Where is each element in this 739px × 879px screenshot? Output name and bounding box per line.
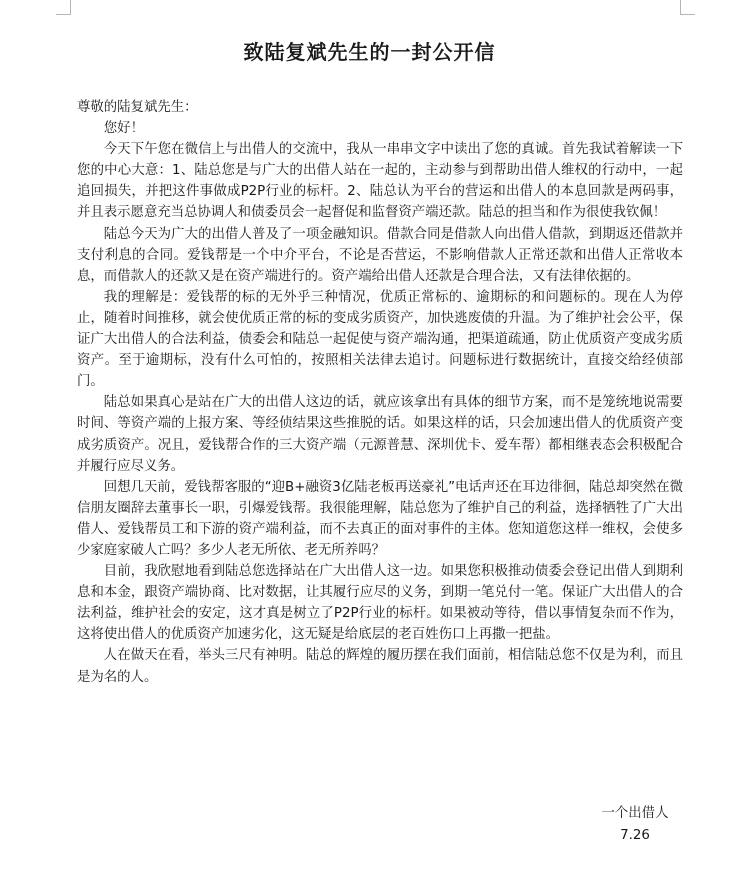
signature-date: 7.26 (620, 828, 650, 843)
paragraph: 今天下午您在微信上与出借人的交流中，我从一串串文字中读出了您的真诚。首先我试着解读一下您的中心大意：1、陆总您是与广大的出借人站在一起的，主动参与到帮助出借人维权的行动中，一起追回损失，并把这件事做成P2P行业的标杆。2、陆总认为平台的营运和出借人的本息回款是两码事，并且表示愿意充当总协调人和债委员会一起督促和监督资产端还款。陆总的担当和作为很使我钦佩！ (77, 142, 683, 221)
signature-name: 一个出借人 (601, 806, 669, 821)
letter-title: 致陆复斌先生的一封公开信 (243, 40, 496, 64)
paragraph: 我的理解是：爱钱帮的标的无外乎三种情况，优质正常标的、逾期标的和问题标的。现在人为停止，随着时间推移，就会使优质正常的标的变成劣质资产，加快逃废债的升温。为了维护社会公平，保证广大出借人的合法利益，债委会和陆总一起促使与资产端沟通，把渠道疏通，防止优质资产变成劣质资产。至于逾期标，没有什么可怕的，按照相关法律去追讨。问题标进行数据统计，直接交给经侦部门。 (77, 289, 683, 390)
signature-block (590, 803, 680, 847)
greeting: 您好！ (103, 121, 144, 137)
paragraph: 陆总如果真心是站在广大的出借人这边的话，就应该拿出有具体的细节方案，而不是笼统地说需要时间、等资产端的上报方案、等经侦结果这些推脱的话。如果这样的话，只会加速出借人的优质资产变成劣质资产。况且，爱钱帮合作的三大资产端（元源普慧、深圳优卡、爱车帮）都相继表态会积极配合并履行应尽义务。 (77, 395, 683, 474)
salutation: 尊敬的陆复斌先生： (77, 100, 198, 115)
paragraph: 目前，我欣慰地看到陆总您选择站在广大出借人这一边。如果您积极推动债委会登记出借人到期利息和本金，跟资产端协商、比对数据，让其履行应尽的义务，到期一笔兑付一笔。保证广大出借人的合法利益，维护社会的安定，这才真是树立了P2P行业的标杆。如果被动等待，借以事情复杂而不作为，这将使出借人的优质资产加速劣化，这无疑是给底层的老百姓伤口上再撒一把盐。 (77, 564, 683, 643)
paragraph: 回想几天前，爱钱帮客服的“迎B+融资3亿陆老板再送豪礼”电话声还在耳边徘徊，陆总却突然在微信朋友圈辞去董事长一职，引爆爱钱帮。我很能理解，陆总您为了维护自己的利益，选择牺牲了广大出借人、爱钱帮员工和下游的资产端利益，而不去真正的面对事件的主体。您知道您这样一维权，会使多少家庭家破人亡吗？多少人老无所依、老无所养吗？ (77, 479, 683, 558)
page-corner-mark-right (680, 0, 695, 15)
letter-body (77, 97, 683, 688)
paragraph: 人在做天在看，举头三尺有神明。陆总的辉煌的履历摆在我们面前，相信陆总您不仅是为利，而且是为名的人。 (77, 648, 683, 685)
page-corner-mark-left (56, 0, 71, 15)
paragraph: 陆总今天为广大的出借人普及了一项金融知识。借款合同是借款人向出借人借款，到期返还借款并支付利息的合同。爱钱帮是一个中介平台，不论是否营运，不影响借款人正常还款和出借人正常收本息，而借款人的还款又是在资产端进行的。资产端给出借人还款是合理合法，又有法律依据的。 (77, 226, 683, 284)
